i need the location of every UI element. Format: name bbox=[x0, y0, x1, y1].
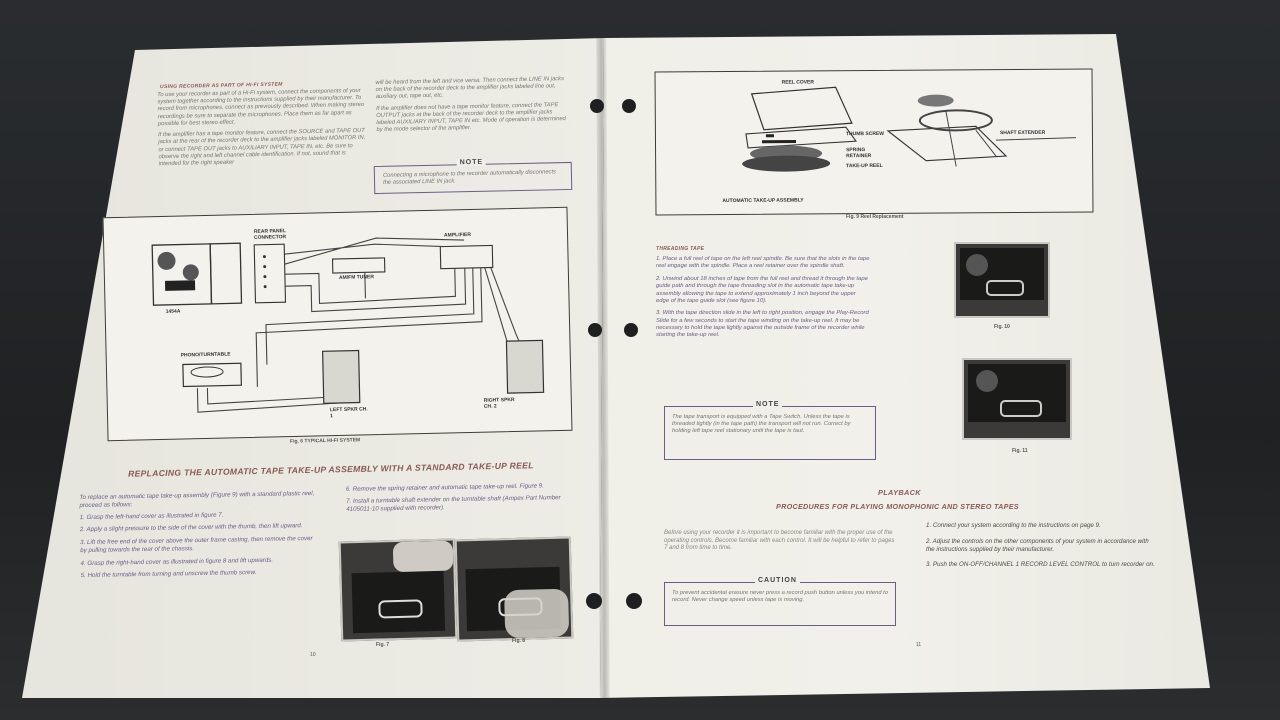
spring-retainer-label: SPRING RETAINER bbox=[846, 147, 872, 160]
fig9-caption: Fig. 9 Reel Replacement bbox=[846, 214, 904, 220]
shaft-extender-shape bbox=[918, 94, 954, 106]
reel-right bbox=[183, 264, 199, 280]
fig8-photo bbox=[455, 536, 574, 641]
steps-list bbox=[79, 490, 320, 580]
intro-paragraph: If the amplifier has a tape monitor feature, connect the SOURCE and TAPE OUT jacks at the rear of the recorder deck to the amplifier jacks labeled MONITOR IN, or connect TAPE OUT jacks to AUXILIARY INPUT, TAPE IN, etc. Be sure to observe the right and left channel cable identification. If not, sound that is intended for the right speaker bbox=[158, 128, 366, 168]
playback-step: 2. Adjust the controls on the other components of your system in accordance with the instructions supplied by their manufacturer. bbox=[926, 537, 1149, 553]
intro-paragraph: If the amplifier does not have a tape monitor feature, connect the TAPE OUTPUT jacks at the back of the recorder deck to the amplifier jacks labeled AUXILIARY INPUT, TAPE IN etc. Mode of operation is determined by the mode selector of the amplifier. bbox=[375, 101, 566, 134]
amplifier-box bbox=[440, 245, 492, 268]
note-label: NOTE bbox=[457, 159, 487, 167]
intro-heading: USING RECORDER AS PART OF HI-FI SYSTEM bbox=[159, 81, 283, 91]
threading-heading: THREADING TAPE bbox=[656, 246, 705, 252]
step-item: 4. Grasp the right-hand cover as illustrated in figure 8 and lift upwards. bbox=[80, 556, 274, 567]
step-item: 1. Grasp the left-hand cover as illustrated in figure 7. bbox=[79, 511, 224, 521]
amplifier-label: AMPLIFIER bbox=[443, 231, 472, 239]
hand-shape bbox=[504, 589, 569, 639]
punch-hole bbox=[586, 593, 602, 609]
fig10-photo bbox=[954, 242, 1050, 318]
step-item: 2. Apply a slight pressure to the side of the cover with the thumb, then lift upward. bbox=[79, 522, 303, 534]
phono-label: PHONO/TURNTABLE bbox=[180, 351, 231, 359]
shaft-extender-label: SHAFT EXTENDER bbox=[999, 129, 1046, 137]
rear-panel bbox=[254, 244, 285, 303]
assembly-label: AUTOMATIC TAKE-UP ASSEMBLY bbox=[722, 197, 804, 205]
fig8-caption: Fig. 8 bbox=[512, 638, 526, 644]
tape-switch-note bbox=[664, 401, 876, 460]
reel-cover-shape bbox=[752, 87, 852, 130]
tuner-label: AM/FM TUNER bbox=[338, 274, 375, 281]
section-heading: REPLACING THE AUTOMATIC TAPE TAKE-UP ASSEMBLY WITH A STANDARD TAKE-UP REEL bbox=[127, 460, 534, 479]
note-box bbox=[374, 158, 573, 194]
right-page-number: 11 bbox=[916, 642, 922, 648]
note-text: The tape transport is equipped with a Tape Switch. Unless the tape is threaded tightly (in the tape path) the transport will not run. Correct by holding left tape reel stationary until the tape is taut. bbox=[672, 414, 851, 435]
fig7-caption: Fig. 7 bbox=[376, 642, 390, 648]
fig11-photo bbox=[962, 358, 1072, 440]
recorder-meter bbox=[165, 280, 195, 291]
caution-label: CAUTION bbox=[755, 577, 800, 584]
reel-left bbox=[157, 252, 175, 270]
threading-step: 2. Unwind about 18 inches of tape from the full reel and thread it through the tape guide path and through the tape threading slot in the automatic tape take-up assembly allowing the tape to extend approximately 1 inch beyond the upper edge of the tape guide slot (see figure 10). bbox=[656, 275, 868, 304]
right-speaker bbox=[506, 340, 543, 393]
fig11-caption: Fig. 11 bbox=[1012, 448, 1028, 454]
step-item: 3. Lift the free end of the cover above the outer frame casting, then remove the cover by pulling towards the rear of the chassis. bbox=[80, 535, 313, 554]
punch-hole bbox=[588, 323, 602, 337]
cables bbox=[254, 235, 523, 387]
playback-intro: Before using your recorder it is important to become familiar with the proper use of the operating controls. Become familiar with each control. It will be helpful to refer to pages 7 and 8 from time to time. bbox=[664, 530, 895, 551]
thumb-screw-label: THUMB SCREW bbox=[845, 130, 885, 138]
reel-replacement-diagram bbox=[655, 68, 1094, 215]
punch-hole bbox=[624, 323, 638, 337]
playback-step: 1. Connect your system according to the instructions on page 9. bbox=[926, 522, 1101, 529]
playback-step: 3. Push the ON-OFF/CHANNEL 1 RECORD LEVEL CONTROL to turn recorder on. bbox=[926, 561, 1155, 569]
punch-hole bbox=[626, 593, 642, 609]
recorder-label: 1454A bbox=[165, 308, 181, 315]
left-speaker bbox=[323, 351, 360, 404]
fig6-caption: Fig. 6 TYPICAL HI-FI SYSTEM bbox=[289, 437, 361, 445]
playback-subheading: PROCEDURES FOR PLAYING MONOPHONIC AND STEREO TAPES bbox=[776, 502, 1019, 511]
playback-heading: PLAYBACK bbox=[878, 488, 921, 497]
note-text: Connecting a microphone to the recorder automatically disconnects the associated LINE IN jack. bbox=[382, 169, 557, 187]
step-item: 7. Install a turntable shaft extender on the turntable shaft (Ampex Part Number 4105011-10 supplied with recorder). bbox=[345, 493, 561, 513]
threading-step: 3. With the tape direction slide in the left to right position, engage the Play-Record Slide for a few seconds to start the tape winding on the take-up reel. It may be necessary to hold the tape lightly against the outside frame of the recorder while starting the take-up reel. bbox=[656, 310, 869, 339]
threading-steps bbox=[656, 256, 870, 340]
fig9-drawing bbox=[656, 69, 1093, 214]
caution-box bbox=[664, 577, 896, 626]
steps-intro: To replace an automatic tape take-up assembly (Figure 9) with a standard plastic reel, proceed as follows: bbox=[79, 489, 315, 509]
step-item: 5. Hold the turntable from turning and unscrew the thumb screw. bbox=[80, 569, 257, 580]
recorder-outline bbox=[152, 244, 211, 305]
playback-steps bbox=[926, 522, 1156, 569]
threading-step: 1. Place a full reel of tape on the left reel spindle. Be sure that the slots in the tape reel engage with the spindle. Place a reel retainer over the spindle shaft. bbox=[656, 256, 870, 270]
steps-list-right bbox=[346, 482, 566, 513]
intro-column-1 bbox=[157, 88, 369, 169]
tuner-box bbox=[333, 258, 385, 273]
intro-paragraph: will be heard from the left and vice versa. Then connect the LINE IN jacks on the back of the recorder deck to the amplifier jacks labeled line out, auxiliary out, tape out, etc. bbox=[375, 76, 565, 101]
step-item: 6. Remove the spring retainer and automatic tape take-up reel. Figure 9. bbox=[345, 482, 544, 493]
intro-column-2 bbox=[375, 76, 570, 135]
intro-paragraph: To use your recorder as part of a Hi-Fi system, connect the components of your system together according to the instructions supplied by their manufacturer. To record from microphones, connect as previously described. When making stereo recordings be sure to separate the microphones. Place them as far apart as possible for best stereo effect. bbox=[157, 87, 365, 128]
fig10-caption: Fig. 10 bbox=[994, 324, 1010, 330]
note-label: NOTE bbox=[753, 401, 782, 408]
hand-shape bbox=[393, 541, 454, 573]
punch-hole bbox=[590, 99, 604, 113]
recorder-side bbox=[210, 243, 241, 304]
fig7-photo bbox=[339, 538, 458, 641]
punch-hole bbox=[622, 99, 636, 113]
left-speaker-label: LEFT SPKR CH. 1 bbox=[329, 406, 368, 420]
left-page-number: 10 bbox=[310, 652, 316, 658]
take-up-reel-label: TAKE-UP REEL bbox=[846, 162, 883, 170]
caution-text: To prevent accidental erasure never press a record push button unless you intend to record. Never change speed unless tape is moving. bbox=[672, 590, 889, 604]
rear-panel-label: REAR PANEL CONNECTOR bbox=[253, 228, 287, 242]
hifi-system-diagram bbox=[103, 207, 573, 441]
right-speaker-label: RIGHT SPKR CH. 2 bbox=[483, 397, 515, 410]
reel-cover-label: REEL COVER bbox=[781, 79, 815, 86]
